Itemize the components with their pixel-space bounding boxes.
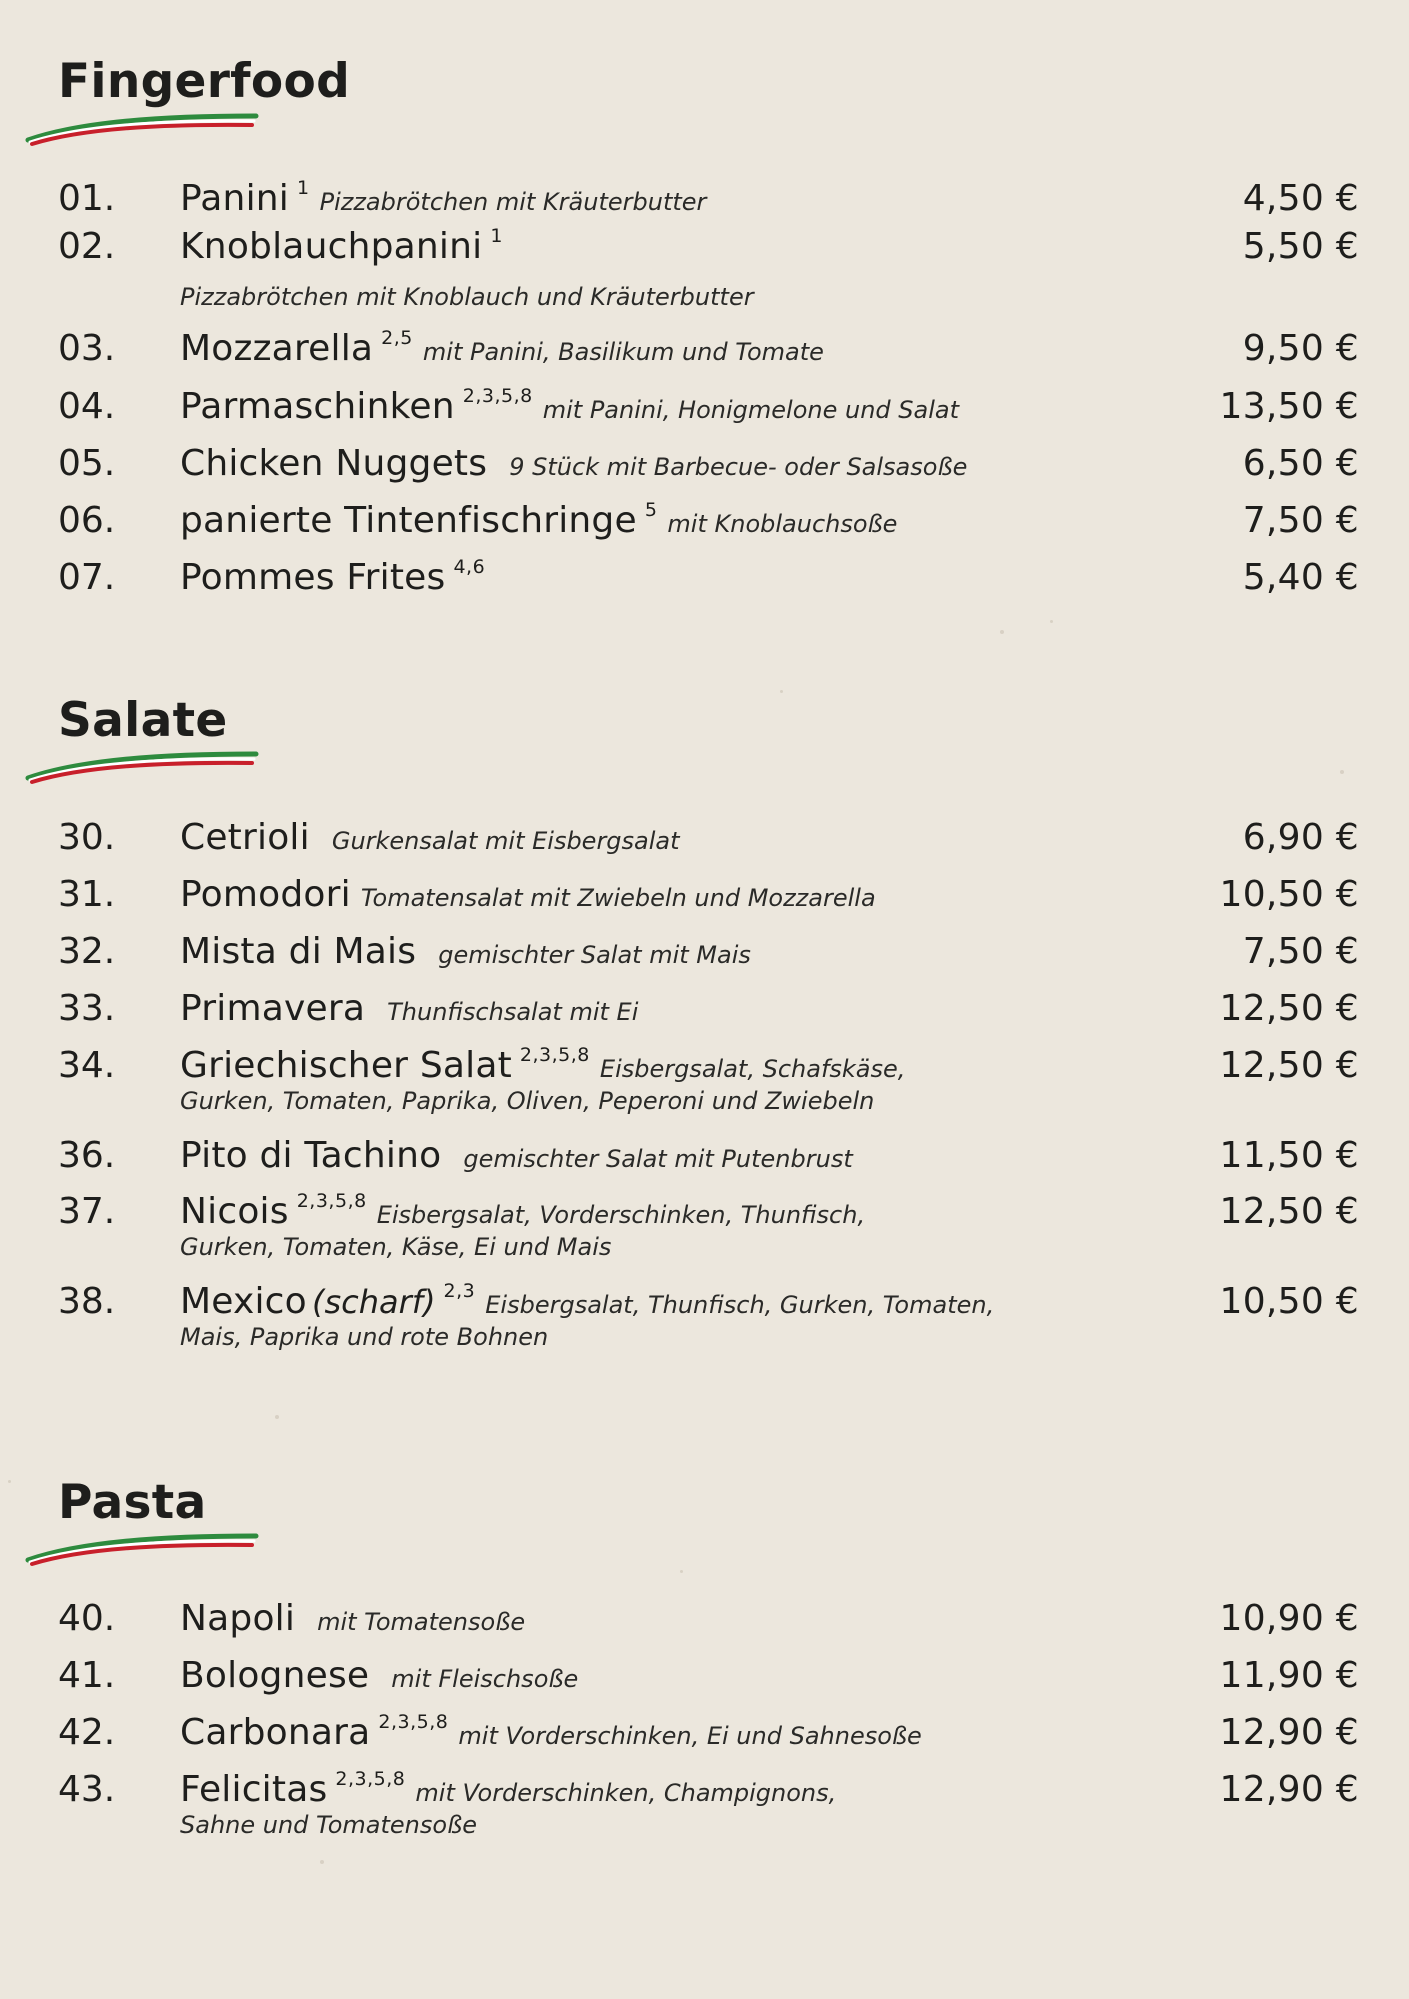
item-price: 13,50 € <box>1219 386 1359 427</box>
item-description: mit Panini, Honigmelone und Salat <box>542 396 959 424</box>
item-line <box>180 500 897 548</box>
item-description-cont: Mais, Paprika und rote Bohnen <box>180 1323 549 1351</box>
item-line <box>180 328 824 376</box>
item-description: 9 Stück mit Barbecue- oder Salsasoße <box>509 453 968 481</box>
item-price: 12,50 € <box>1219 1045 1359 1086</box>
item-description: Thunfischsalat mit Ei <box>387 998 639 1026</box>
item-line <box>180 386 959 434</box>
item-price: 5,50 € <box>1242 226 1359 267</box>
item-name: panierte Tintenfischringe <box>180 500 637 541</box>
item-allergens: 2,5 <box>381 327 413 349</box>
item-name: Cetrioli <box>180 817 310 858</box>
item-line <box>180 817 680 865</box>
item-price: 4,50 € <box>1242 178 1359 219</box>
item-allergens: 2,3,5,8 <box>335 1768 406 1790</box>
item-allergens: 2,3,5,8 <box>519 1044 590 1066</box>
item-name: Napoli <box>180 1598 296 1639</box>
item-price: 6,50 € <box>1242 443 1359 484</box>
item-number: 03. <box>58 328 116 369</box>
item-description: mit Knoblauchsoße <box>667 510 898 538</box>
item-description-cont: Sahne und Tomatensoße <box>180 1811 477 1839</box>
item-price: 12,90 € <box>1219 1712 1359 1753</box>
item-price: 10,50 € <box>1219 874 1359 915</box>
item-description-cont: Gurken, Tomaten, Käse, Ei und Mais <box>180 1233 612 1261</box>
item-price: 6,90 € <box>1242 817 1359 858</box>
item-price: 11,90 € <box>1219 1655 1359 1696</box>
item-description: mit Vorderschinken, Champignons, <box>415 1779 837 1807</box>
item-name: Felicitas <box>180 1769 328 1810</box>
item-number: 07. <box>58 557 116 598</box>
item-line <box>180 557 485 605</box>
item-number: 34. <box>58 1045 116 1086</box>
item-number: 42. <box>58 1712 116 1753</box>
item-number: 41. <box>58 1655 116 1696</box>
item-number: 32. <box>58 931 116 972</box>
item-name: Mozzarella <box>180 328 374 369</box>
item-price: 7,50 € <box>1242 500 1359 541</box>
item-description: mit Fleischsoße <box>391 1665 579 1693</box>
item-description: Gurkensalat mit Eisbergsalat <box>331 827 680 855</box>
item-number: 01. <box>58 178 116 219</box>
item-name: Bolognese <box>180 1655 370 1696</box>
item-line <box>180 226 503 274</box>
item-name: Pito di Tachino <box>180 1135 442 1176</box>
item-description-cont: Gurken, Tomaten, Paprika, Oliven, Peperoni und Zwiebeln <box>180 1087 875 1115</box>
item-line <box>180 988 638 1036</box>
item-line <box>180 178 706 226</box>
item-line <box>180 1655 578 1703</box>
item-name: Mexico <box>180 1281 307 1322</box>
item-name: Pommes Frites <box>180 557 446 598</box>
item-name: Carbonara <box>180 1712 371 1753</box>
item-price: 10,50 € <box>1219 1281 1359 1322</box>
item-description: Eisbergsalat, Thunfisch, Gurken, Tomaten, <box>485 1291 995 1319</box>
item-price: 11,50 € <box>1219 1135 1359 1176</box>
item-number: 31. <box>58 874 116 915</box>
item-name: Parmaschinken <box>180 386 455 427</box>
paper-speck <box>1000 630 1004 634</box>
item-spicy-note: (scharf) <box>312 1283 436 1321</box>
item-number: 05. <box>58 443 116 484</box>
item-line <box>180 1135 853 1183</box>
item-allergens: 5 <box>644 499 658 521</box>
item-name: Nicois <box>180 1191 289 1232</box>
paper-speck <box>780 690 783 693</box>
item-name: Pomodori <box>180 874 351 915</box>
item-allergens: 4,6 <box>453 556 486 578</box>
item-number: 40. <box>58 1598 116 1639</box>
item-line <box>180 874 876 922</box>
item-line <box>180 443 967 491</box>
item-name: Mista di Mais <box>180 931 417 972</box>
item-number: 02. <box>58 226 116 267</box>
item-number: 33. <box>58 988 116 1029</box>
item-name: Chicken Nuggets <box>180 443 488 484</box>
italian-flag-swoosh-icon <box>20 1530 260 1564</box>
italian-flag-swoosh-icon <box>20 748 260 782</box>
section-title: Salate <box>58 693 228 748</box>
section-title: Fingerfood <box>58 54 351 109</box>
item-name: Knoblauchpanini <box>180 226 483 267</box>
section-title: Pasta <box>58 1475 207 1530</box>
item-description: Pizzabrötchen mit Kräuterbutter <box>319 188 707 216</box>
item-description: Tomatensalat mit Zwiebeln und Mozzarella <box>360 884 876 912</box>
item-allergens: 2,3,5,8 <box>462 385 533 407</box>
item-description: mit Vorderschinken, Ei und Sahnesoße <box>458 1722 922 1750</box>
item-name: Griechischer Salat <box>180 1045 512 1086</box>
item-name: Primavera <box>180 988 366 1029</box>
item-number: 38. <box>58 1281 116 1322</box>
item-price: 5,40 € <box>1242 557 1359 598</box>
item-description: Pizzabrötchen mit Knoblauch und Kräuterbutter <box>180 283 754 311</box>
item-number: 37. <box>58 1191 116 1232</box>
item-line <box>180 931 751 979</box>
paper-speck <box>8 1480 11 1483</box>
item-allergens: 1 <box>490 225 503 247</box>
paper-speck <box>320 1860 324 1864</box>
item-price: 12,90 € <box>1219 1769 1359 1810</box>
item-description: gemischter Salat mit Mais <box>438 941 751 969</box>
item-description: mit Panini, Basilikum und Tomate <box>422 338 824 366</box>
item-price: 12,50 € <box>1219 1191 1359 1232</box>
item-description: Eisbergsalat, Schafskäse, <box>599 1055 906 1083</box>
italian-flag-swoosh-icon <box>20 110 260 144</box>
paper-speck <box>1050 620 1053 623</box>
item-number: 30. <box>58 817 116 858</box>
item-line <box>180 1712 922 1760</box>
paper-speck <box>1340 770 1344 774</box>
paper-speck <box>680 1570 683 1573</box>
item-allergens: 2,3,5,8 <box>378 1711 449 1733</box>
item-allergens: 2,3 <box>443 1280 476 1302</box>
item-number: 04. <box>58 386 116 427</box>
item-allergens: 2,3,5,8 <box>296 1190 367 1212</box>
item-number: 43. <box>58 1769 116 1810</box>
item-price: 9,50 € <box>1242 328 1359 369</box>
item-description: mit Tomatensoße <box>317 1608 526 1636</box>
item-price: 10,90 € <box>1219 1598 1359 1639</box>
item-line <box>180 1598 525 1646</box>
paper-speck <box>275 1415 279 1419</box>
item-allergens: 1 <box>297 177 310 199</box>
item-description: Eisbergsalat, Vorderschinken, Thunfisch, <box>376 1201 866 1229</box>
item-price: 12,50 € <box>1219 988 1359 1029</box>
item-name: Panini <box>180 178 289 219</box>
item-price: 7,50 € <box>1242 931 1359 972</box>
item-number: 06. <box>58 500 116 541</box>
item-number: 36. <box>58 1135 116 1176</box>
item-description: gemischter Salat mit Putenbrust <box>463 1145 853 1173</box>
